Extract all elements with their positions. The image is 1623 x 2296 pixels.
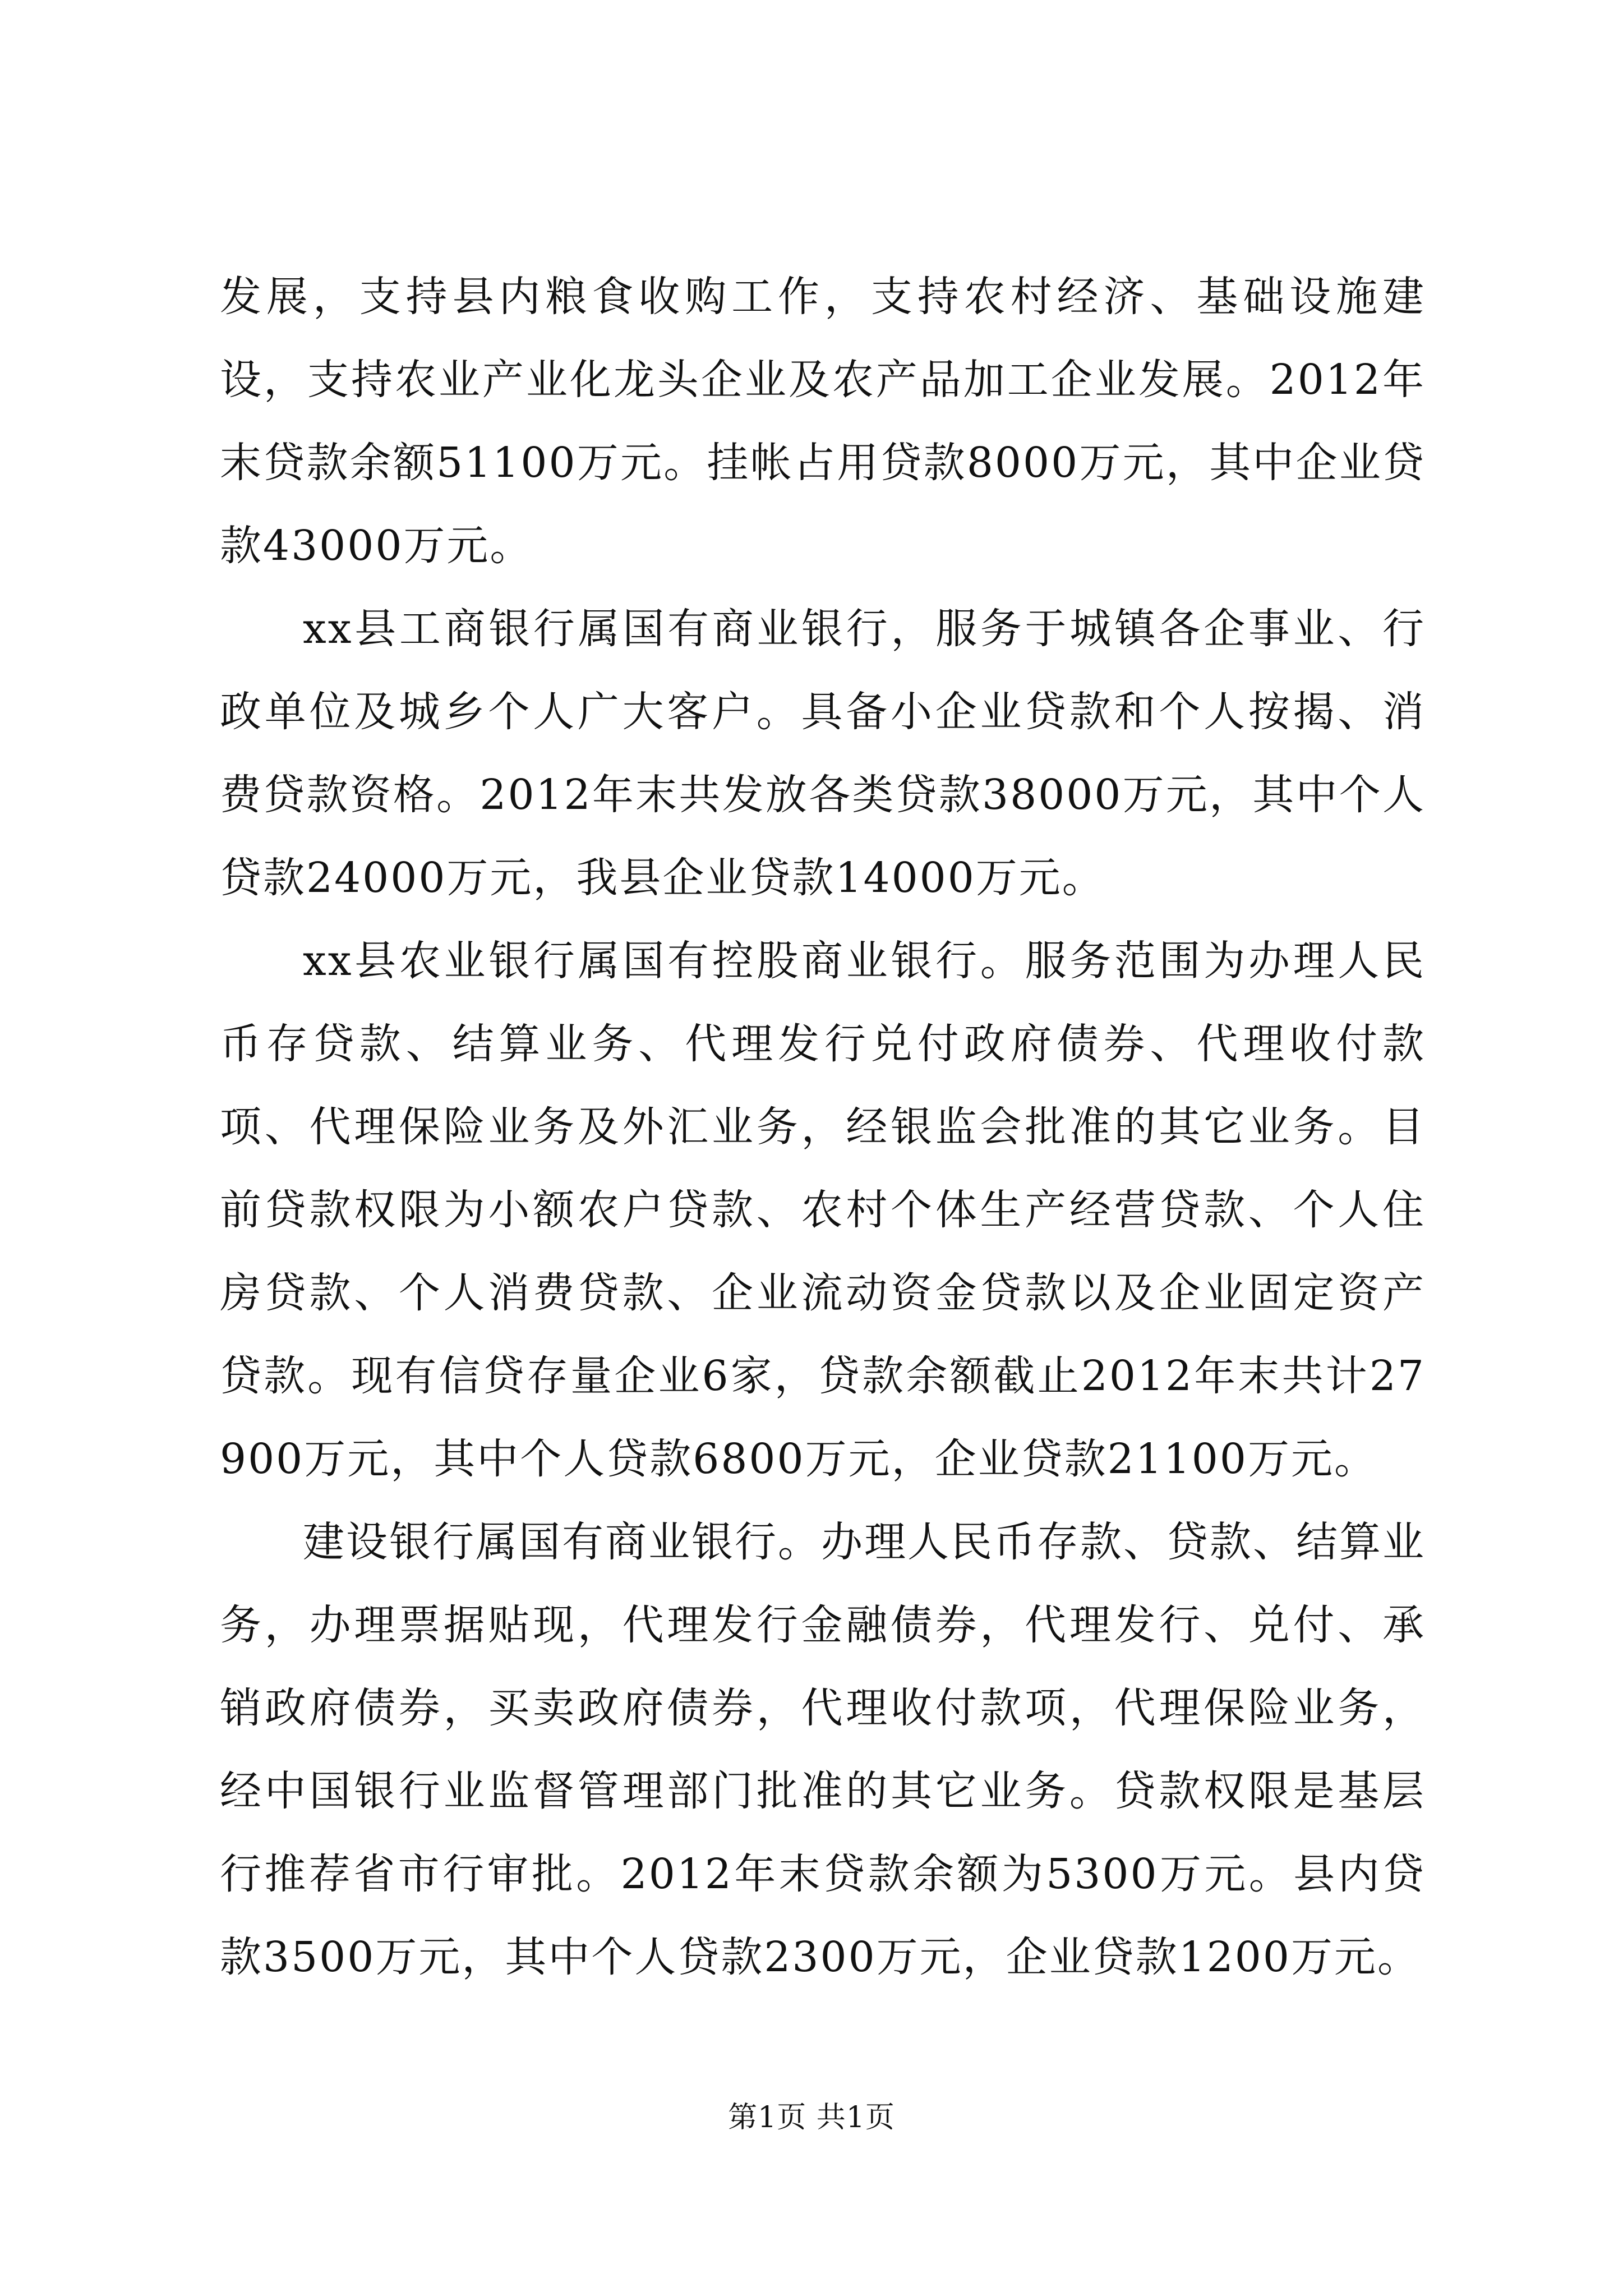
paragraph-abc: xx县农业银行属国有控股商业银行。服务范围为办理人民币存贷款、结算业务、代理发行兑付政府债券、代理收付款项、代理保险业务及外汇业务，经银监会批准的其它业务。目前贷款权限为小额农户贷款、农村个体生产经营贷款、个人住房贷款、个人消费贷款、企业流动资金贷款以及企业固定资产贷款。现有信贷存量企业6家，贷款余额截止2012年末共计27900万元，其中个人贷款6800万元，企业贷款21100万元。 [220, 937, 1426, 1483]
paragraph-continued: 发展，支持县内粮食收购工作，支持农村经济、基础设施建设，支持农业产业化龙头企业及农产品加工企业发展。2012年末贷款余额51100万元。挂帐占用贷款8000万元，其中企业贷款43000万元。 [220, 273, 1426, 570]
paragraph-icbc: xx县工商银行属国有商业银行，服务于城镇各企事业、行政单位及城乡个人广大客户。具备小企业贷款和个人按揭、消费贷款资格。2012年末共发放各类贷款38000万元，其中个人贷款24000万元，我县企业贷款14000万元。 [220, 605, 1426, 902]
page-footer: 第1页 共1页 [728, 2101, 895, 2134]
paragraph-ccb: 建设银行属国有商业银行。办理人民币存款、贷款、结算业务，办理票据贴现，代理发行金融债券，代理发行、兑付、承销政府债券，买卖政府债券，代理收付款项，代理保险业务，经中国银行业监督管理部门批准的其它业务。贷款权限是基层行推荐省市行审批。2012年末贷款余额为5300万元。县内贷款3500万元，其中个人贷款2300万元，企业贷款1200万元。 [220, 1518, 1426, 1981]
document-body [220, 255, 1426, 1999]
